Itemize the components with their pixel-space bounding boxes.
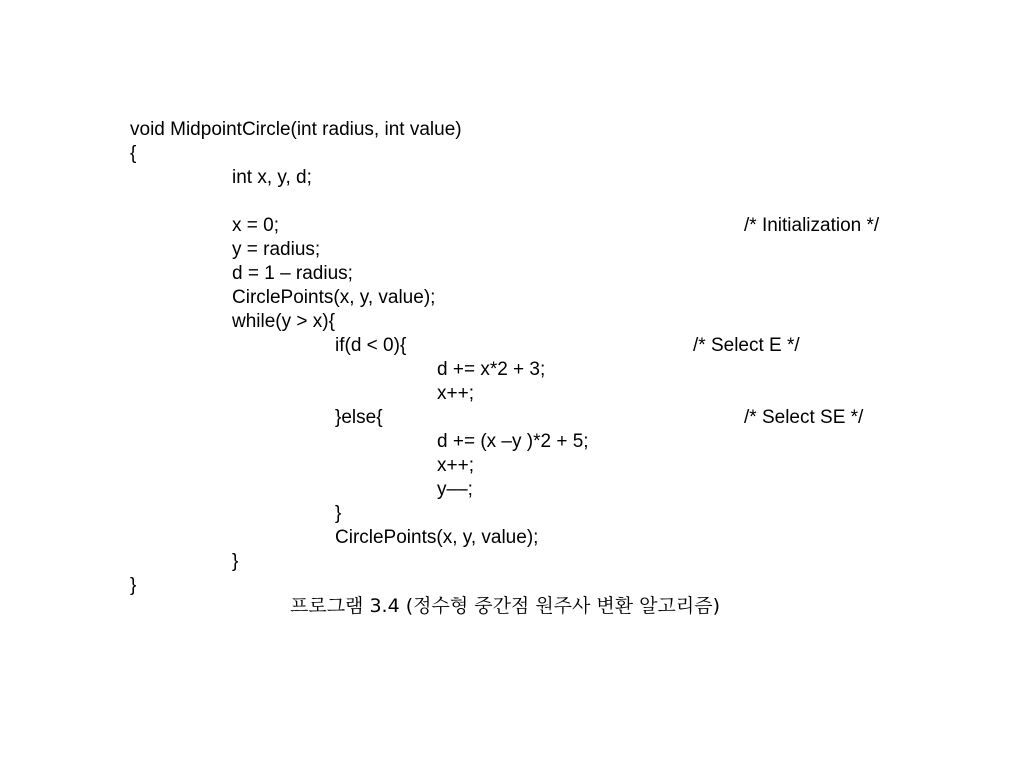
code-line-close-function: } bbox=[130, 575, 137, 596]
code-line-circlepoints-initial: CirclePoints(x, y, value); bbox=[232, 287, 436, 308]
code-line-close-while: } bbox=[232, 551, 239, 572]
code-line-d-update-se: d += (x –y )*2 + 5; bbox=[437, 431, 589, 452]
code-line-d-update-e: d += x*2 + 3; bbox=[437, 359, 546, 380]
code-line-init-y: y = radius; bbox=[232, 239, 321, 260]
comment-select-se: /* Select SE */ bbox=[744, 407, 864, 428]
code-line-function-signature: void MidpointCircle(int radius, int value) bbox=[130, 119, 462, 140]
code-line-declaration: int x, y, d; bbox=[232, 167, 312, 188]
code-line-if: if(d < 0){ bbox=[335, 335, 407, 356]
code-line-init-x: x = 0; bbox=[232, 215, 279, 236]
comment-select-e: /* Select E */ bbox=[693, 335, 800, 356]
code-line-open-brace: { bbox=[130, 143, 137, 164]
code-line-else: }else{ bbox=[335, 407, 383, 428]
comment-initialization: /* Initialization */ bbox=[744, 215, 880, 236]
code-line-x-increment-se: x++; bbox=[437, 455, 474, 476]
code-line-circlepoints-loop: CirclePoints(x, y, value); bbox=[335, 527, 539, 548]
code-line-y-decrement-se: y––; bbox=[437, 479, 473, 500]
code-line-close-if: } bbox=[335, 503, 342, 524]
program-caption: 프로그램 3.4 (정수형 중간점 원주사 변환 알고리즘) bbox=[290, 595, 721, 617]
code-line-init-d: d = 1 – radius; bbox=[232, 263, 353, 284]
code-line-x-increment-e: x++; bbox=[437, 383, 474, 404]
code-line-while: while(y > x){ bbox=[232, 311, 335, 332]
